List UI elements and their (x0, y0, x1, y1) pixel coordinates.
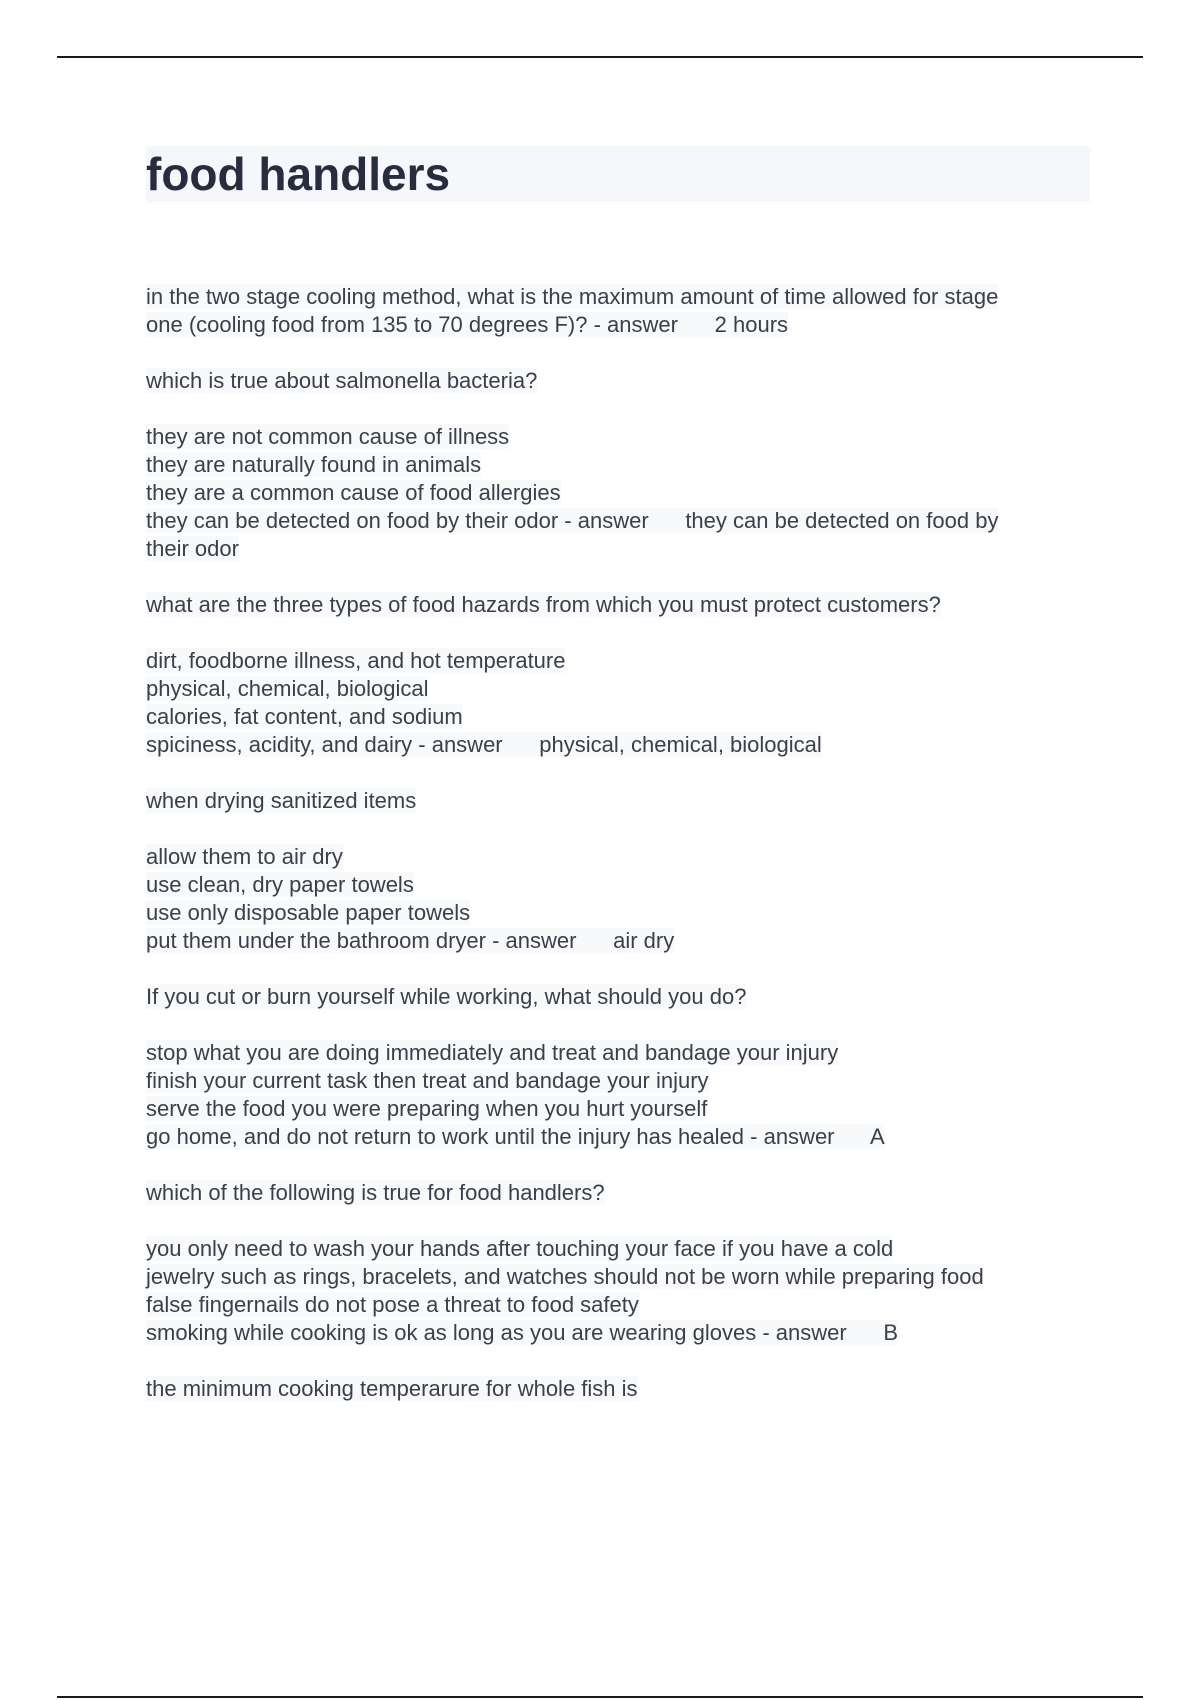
options-3 (146, 647, 1090, 759)
question-text: one (cooling food from 135 to 70 degrees F)? - answer 2 hours (146, 312, 789, 337)
spacer (146, 1151, 1090, 1179)
option-text: they can be detected on food by their odor - answer they can be detected on food by (146, 508, 999, 533)
question-3 (146, 591, 1090, 619)
option-line (146, 1095, 1090, 1123)
spacer (146, 955, 1090, 983)
option-line (146, 843, 1090, 871)
option-line (146, 1235, 1090, 1263)
question-text: the minimum cooking temperarure for whole fish is (146, 1376, 638, 1401)
options-6 (146, 1235, 1090, 1347)
question-5 (146, 983, 1090, 1011)
question-line (146, 1179, 1090, 1207)
option-line (146, 1067, 1090, 1095)
spacer (146, 1347, 1090, 1375)
spacer (146, 395, 1090, 423)
spacer (146, 339, 1090, 367)
option-line (146, 731, 1090, 759)
bottom-rule (57, 1696, 1143, 1698)
option-text: put them under the bathroom dryer - answer air dry (146, 928, 675, 953)
option-line (146, 647, 1090, 675)
option-text: finish your current task then treat and bandage your injury (146, 1068, 709, 1093)
option-line (146, 1319, 1090, 1347)
option-text: you only need to wash your hands after touching your face if you have a cold (146, 1236, 894, 1261)
option-text: physical, chemical, biological (146, 676, 429, 701)
option-text: they are not common cause of illness (146, 424, 510, 449)
option-text: serve the food you were preparing when you hurt yourself (146, 1096, 708, 1121)
option-line (146, 507, 1090, 535)
question-6 (146, 1179, 1090, 1207)
question-text: which of the following is true for food handlers? (146, 1180, 605, 1205)
option-text: calories, fat content, and sodium (146, 704, 463, 729)
option-text: use clean, dry paper towels (146, 872, 414, 897)
option-text: allow them to air dry (146, 844, 343, 869)
option-text: they are naturally found in animals (146, 452, 482, 477)
option-text: they are a common cause of food allergies (146, 480, 561, 505)
options-2 (146, 423, 1090, 563)
option-line (146, 423, 1090, 451)
question-text: which is true about salmonella bacteria? (146, 368, 538, 393)
option-line (146, 703, 1090, 731)
question-text: when drying sanitized items (146, 788, 417, 813)
spacer (146, 563, 1090, 591)
option-line (146, 1291, 1090, 1319)
option-line (146, 871, 1090, 899)
option-text: false fingernails do not pose a threat to food safety (146, 1292, 639, 1317)
spacer (146, 815, 1090, 843)
spacer (146, 759, 1090, 787)
option-text: spiciness, acidity, and dairy - answer physical, chemical, biological (146, 732, 822, 757)
option-text: jewelry such as rings, bracelets, and watches should not be worn while preparing food (146, 1264, 984, 1289)
option-line (146, 479, 1090, 507)
question-line (146, 311, 1090, 339)
option-line (146, 1263, 1090, 1291)
page-title: food handlers (146, 148, 451, 200)
options-5 (146, 1039, 1090, 1151)
question-2 (146, 367, 1090, 395)
option-text: go home, and do not return to work until the injury has healed - answer A (146, 1124, 885, 1149)
question-line (146, 1375, 1090, 1403)
option-text: dirt, foodborne illness, and hot temperature (146, 648, 566, 673)
option-line (146, 899, 1090, 927)
option-text: their odor (146, 536, 239, 561)
option-line (146, 927, 1090, 955)
question-text: what are the three types of food hazards from which you must protect customers? (146, 592, 941, 617)
question-4 (146, 787, 1090, 815)
question-line (146, 787, 1090, 815)
options-4 (146, 843, 1090, 955)
option-line (146, 451, 1090, 479)
question-line (146, 283, 1090, 311)
option-text: smoking while cooking is ok as long as you are wearing gloves - answer B (146, 1320, 899, 1345)
question-1 (146, 283, 1090, 339)
spacer (146, 1207, 1090, 1235)
option-line (146, 1039, 1090, 1067)
option-line (146, 1123, 1090, 1151)
question-line (146, 591, 1090, 619)
option-text: stop what you are doing immediately and treat and bandage your injury (146, 1040, 839, 1065)
question-text: in the two stage cooling method, what is the maximum amount of time allowed for stage (146, 284, 999, 309)
top-rule (57, 56, 1143, 58)
option-line (146, 675, 1090, 703)
option-text: use only disposable paper towels (146, 900, 471, 925)
option-line (146, 535, 1090, 563)
spacer (146, 619, 1090, 647)
question-7 (146, 1375, 1090, 1403)
spacer (146, 1011, 1090, 1039)
document-body (146, 283, 1090, 1403)
question-text: If you cut or burn yourself while working, what should you do? (146, 984, 747, 1009)
question-line (146, 983, 1090, 1011)
question-line (146, 367, 1090, 395)
